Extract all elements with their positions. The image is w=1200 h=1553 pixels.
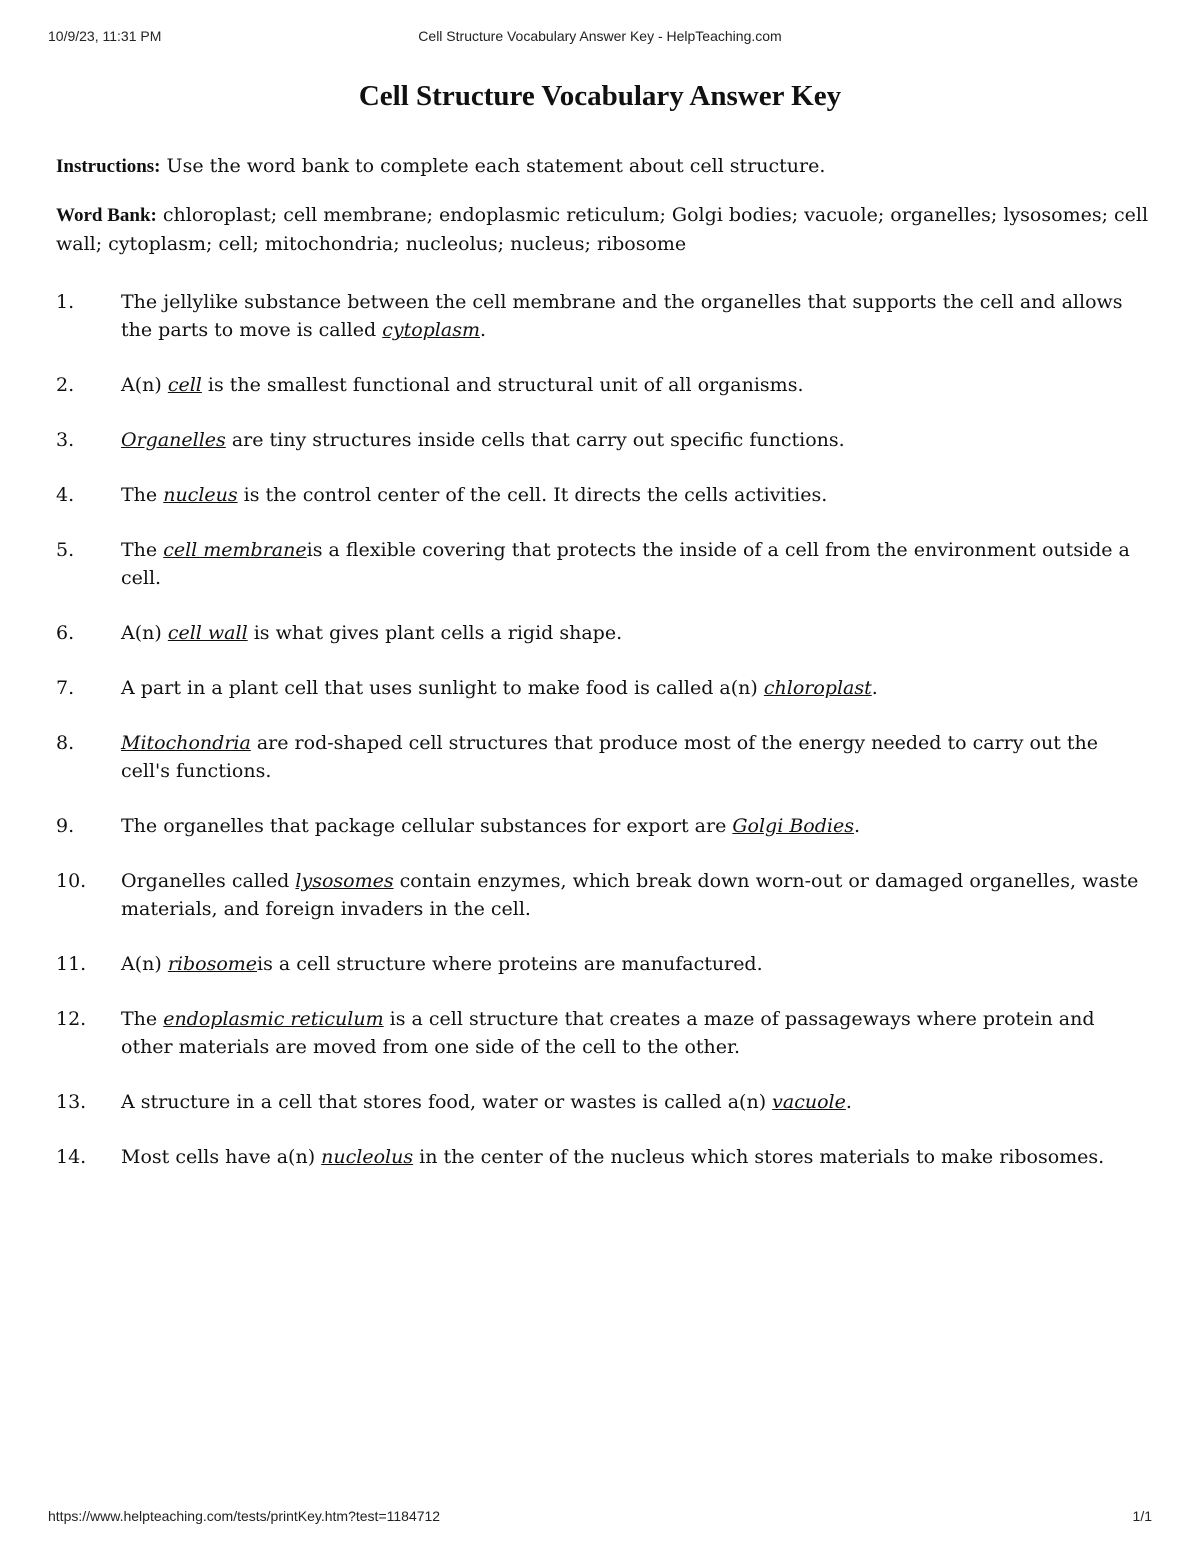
question-text-after: are rod-shaped cell structures that produce most of the energy needed to carry out the cell's functions.: [121, 732, 1098, 782]
question-number: 11.: [56, 953, 87, 975]
answer-text: vacuole: [772, 1091, 846, 1113]
question-number: 9.: [56, 815, 75, 837]
print-header: [48, 28, 1152, 48]
question-text-after: is a flexible covering that protects the inside of a cell from the environment outside a cell.: [121, 539, 1130, 589]
answer-text: cytoplasm: [382, 319, 480, 341]
question-item: [56, 950, 1150, 978]
word-bank-text: chloroplast; cell membrane; endoplasmic reticulum; Golgi bodies; vacuole; organelles; lysosomes; cell wall; cytoplasm; cell; mitochondria; nucleolus; nucleus; ribosome: [56, 204, 1149, 255]
question-item: [56, 812, 1150, 840]
question-text-after: .: [845, 1091, 852, 1113]
question-text-after: is a cell structure that creates a maze of passageways where protein and other materials are moved from one side of the cell to the other.: [121, 1008, 1095, 1058]
question-item: [56, 481, 1150, 509]
answer-text: chloroplast: [763, 677, 872, 699]
answer-text: cell: [167, 374, 202, 396]
question-text-after: .: [853, 815, 861, 837]
question-text-before: A(n): [121, 953, 168, 975]
question-number: 7.: [56, 677, 75, 699]
question-item: [56, 536, 1150, 592]
question-text-before: The organelles that package cellular substances for export are: [121, 815, 733, 837]
word-bank: [56, 201, 1150, 258]
answer-text: Mitochondria: [121, 732, 251, 754]
answer-text: endoplasmic reticulum: [163, 1008, 384, 1030]
question-item: [56, 1088, 1150, 1116]
question-text-before: A(n): [121, 374, 168, 396]
instructions: [56, 152, 1150, 181]
print-footer: [48, 1508, 1152, 1528]
question-number: 3.: [56, 429, 75, 451]
answer-text: Golgi Bodies: [732, 815, 854, 837]
question-text-after: are tiny structures inside cells that carry out specific functions.: [225, 429, 845, 451]
question-item: [56, 619, 1150, 647]
answer-text: cell wall: [167, 622, 248, 644]
print-page-title: Cell Structure Vocabulary Answer Key - HelpTeaching.com: [418, 28, 782, 44]
word-bank-label: Word Bank:: [56, 205, 157, 226]
question-text-before: The jellylike substance between the cell membrane and the organelles that supports the cell and allows the parts to move is called: [121, 291, 1123, 341]
question-text-after: .: [479, 319, 487, 341]
answer-text: lysosomes: [295, 870, 394, 892]
question-number: 8.: [56, 732, 75, 754]
instructions-text: Use the word bank to complete each statement about cell structure.: [160, 155, 826, 177]
question-text-after: is the smallest functional and structural unit of all organisms.: [201, 374, 804, 396]
question-item: [56, 1005, 1150, 1061]
answer-text: cell membrane: [163, 539, 307, 561]
question-text-before: The: [121, 539, 164, 561]
question-item: [56, 867, 1150, 923]
question-number: 5.: [56, 539, 75, 561]
question-number: 1.: [56, 291, 75, 313]
question-text-after: in the center of the nucleus which stores materials to make ribosomes.: [413, 1146, 1105, 1168]
question-number: 4.: [56, 484, 75, 506]
question-text-before: Most cells have a(n): [121, 1146, 322, 1168]
print-url: https://www.helpteaching.com/tests/printKey.htm?test=1184712: [48, 1508, 441, 1524]
question-item: [56, 729, 1150, 785]
question-item: [56, 371, 1150, 399]
document-body: [56, 152, 1150, 1198]
answer-text: ribosome: [167, 953, 258, 975]
question-item: [56, 1143, 1150, 1171]
question-text-after: is a cell structure where proteins are manufactured.: [257, 953, 763, 975]
question-number: 13.: [56, 1091, 87, 1113]
question-item: [56, 674, 1150, 702]
question-item: [56, 426, 1150, 454]
print-date: 10/9/23, 11:31 PM: [48, 28, 162, 44]
question-number: 2.: [56, 374, 75, 396]
answer-text: Organelles: [121, 429, 226, 451]
question-text-after: contain enzymes, which break down worn-out or damaged organelles, waste materials, and foreign invaders in the cell.: [121, 870, 1139, 920]
question-text-before: A structure in a cell that stores food, water or wastes is called a(n): [121, 1091, 773, 1113]
instructions-label: Instructions:: [56, 156, 161, 177]
question-number: 14.: [56, 1146, 87, 1168]
document-title: Cell Structure Vocabulary Answer Key: [358, 80, 842, 112]
question-text-before: A part in a plant cell that uses sunlight to make food is called a(n): [121, 677, 764, 699]
question-item: [56, 288, 1150, 344]
question-text-after: .: [871, 677, 878, 699]
question-text-before: A(n): [121, 622, 168, 644]
page-count: 1/1: [1132, 1508, 1152, 1524]
question-number: 10.: [56, 870, 87, 892]
question-text-before: The: [121, 484, 164, 506]
question-text-after: is the control center of the cell. It directs the cells activities.: [237, 484, 828, 506]
answer-text: nucleus: [163, 484, 238, 506]
question-text-after: is what gives plant cells a rigid shape.: [247, 622, 623, 644]
question-list: [56, 288, 1150, 1171]
question-text-before: The: [121, 1008, 164, 1030]
question-text-before: Organelles called: [121, 870, 296, 892]
question-number: 12.: [56, 1008, 87, 1030]
question-number: 6.: [56, 622, 75, 644]
answer-text: nucleolus: [321, 1146, 414, 1168]
